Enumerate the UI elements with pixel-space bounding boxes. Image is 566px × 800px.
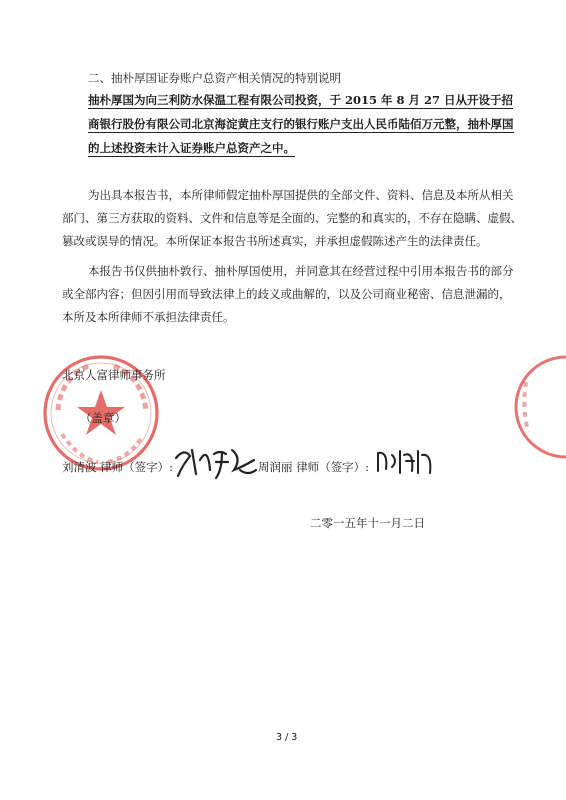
partial-seal-right bbox=[506, 352, 566, 462]
special-note-line-2: 商银行股份有限公司北京海淀黄庄支行的银行账户支出人民币陆佰万元整，抽朴厚国 bbox=[88, 117, 514, 131]
declaration-line-3: 篡改或误导的情况。本所保证本报告书所述真实，并承担虚假陈述产生的法律责任。 bbox=[62, 234, 488, 248]
special-note-line-3: 的上述投资未计入证券账户总资产之中。 bbox=[88, 141, 295, 155]
declaration-line-2: 部门、第三方获取的资料、文件和信息等是全面的、完整的和真实的，不存在隐瞒、虚假、 bbox=[62, 211, 522, 225]
declaration-line-1: 为出具本报告书，本所律师假定抽朴厚国提供的全部文件、资料、信息及本所从相关 bbox=[88, 188, 514, 202]
firm-name: 北京人富律师事务所 bbox=[62, 368, 166, 382]
document-date: 二零一五年十一月二日 bbox=[310, 516, 425, 530]
section-heading: 二、抽朴厚国证券账户总资产相关情况的特别说明 bbox=[88, 71, 341, 85]
seal-note: （盖章） bbox=[80, 411, 126, 425]
usage-line-2: 或全部内容；但因引用而导致法律上的歧义或曲解的，以及公司商业秘密、信息泄漏的， bbox=[62, 287, 511, 301]
lawyer-1-label: 刘清波 律师（签字）: bbox=[62, 460, 174, 474]
page-number: 3 / 3 bbox=[276, 732, 298, 743]
usage-line-1: 本报告书仅供抽朴敦行、抽朴厚国使用，并同意其在经营过程中引用本报告书的部分 bbox=[88, 264, 514, 278]
lawyer-2-label: 周润丽 律师（签字）: bbox=[258, 460, 370, 474]
lawyer-2-signature bbox=[374, 447, 436, 477]
special-note-line-1: 抽朴厚国为向三利防水保温工程有限公司投资，于 2015 年 8 月 27 日从开设于招 bbox=[88, 93, 514, 107]
lawyer-1-signature bbox=[170, 440, 262, 484]
usage-line-3: 本所及本所律师不承担法律责任。 bbox=[62, 310, 235, 324]
